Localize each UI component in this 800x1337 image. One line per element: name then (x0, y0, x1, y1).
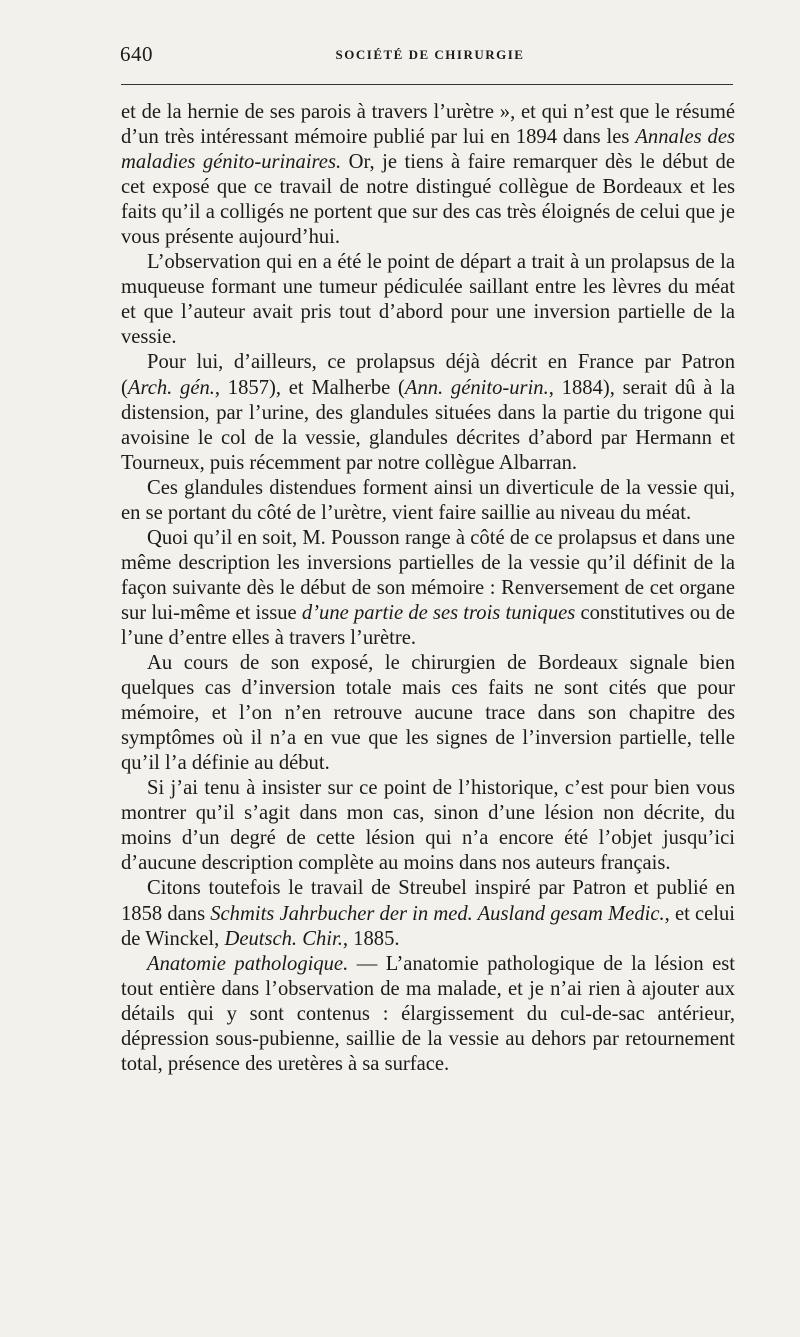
running-title: SOCIÉTÉ DE CHIRURGIE (335, 47, 525, 62)
text-segment: , et celui de Winckel, (121, 902, 735, 950)
paragraph (121, 526, 735, 651)
header-rule (121, 84, 733, 85)
page-number: 640 (120, 42, 153, 66)
italic-text-segment: Arch. gén. (127, 376, 215, 399)
text-segment: , 1857), et Malherbe ( (214, 376, 405, 399)
body-text (121, 100, 735, 1077)
italic-text-segment: Ann. génito-urin. (404, 376, 549, 399)
text-segment: constitutives ou de l’une d’entre elles à travers l’urètre. (121, 601, 735, 649)
text-segment: — L’anatomie pathologique de la lésion est tout entière dans l’observation de ma malade, et je n’ai rien à ajouter aux détails qui y sont contenus : élargissement du cul-de-sac antérieur, dépression sous-pubienne, saillie de la vessie au dehors par retournement total, présence des uretères à sa surface. (121, 952, 735, 1075)
italic-text-segment: Annales des maladies génito-urinaires. (121, 126, 736, 174)
text-segment: Or, je tiens à faire remarquer dès le début de cet exposé que ce travail de notre distingué collègue de Bordeaux et les faits qu’il a colligés ne portent que sur des cas très éloignés de celui que je vous présente aujourd’hui. (121, 151, 735, 249)
paragraph (121, 100, 735, 250)
text-segment: Au cours de son exposé, le chirurgien de Bordeaux signale bien quelques cas d’inversion totale mais ces faits ne sont cités que pour mémoire, et l’on n’en retrouve aucune trace dans son chapitre des symptômes où il n’a en vue que les signes de l’inversion partielle, telle qu’il l’a définie au début. (121, 652, 735, 775)
text-segment: Citons toutefois le travail de Streubel inspiré par Patron et publié en 1858 dans (121, 877, 735, 925)
paragraph (121, 876, 735, 951)
italic-text-segment: Anatomie pathologique. (147, 952, 349, 975)
paragraph (121, 350, 735, 475)
paragraph (121, 952, 735, 1077)
paragraph (121, 476, 735, 526)
italic-text-segment: d’une partie de ses trois tuniques (301, 601, 576, 624)
text-segment: Ces glandules distendues forment ainsi un diverticule de la vessie qui, en se portant du côté de l’urètre, vient faire saillie au niveau du méat. (121, 476, 735, 524)
text-segment: et de la hernie de ses parois à travers l’urètre », et qui n’est que le résumé d’un très intéressant mémoire publié par lui en 1894 dans les (121, 101, 735, 149)
paragraph (121, 651, 735, 776)
text-segment: , 1884), serait dû à la distension, par l’urine, des glandules situées dans la partie du trigone qui avoisine le col de la vessie, glandules décrites d’abord par Hermann et Tourneux, puis récemment par notre collègue Albarran. (121, 376, 736, 474)
text-segment: Pour lui, d’ailleurs, ce prolapsus déjà décrit en France par Patron ( (121, 351, 735, 399)
page-header (120, 42, 740, 72)
italic-text-segment: Schmits Jahrbucher der in med. Ausland gesam Medic. (210, 902, 665, 925)
text-segment: L’observation qui en a été le point de départ a trait à un prolapsus de la muqueuse formant une tumeur pédiculée saillant entre les lèvres du méat et que l’auteur avait pris tout d’abord pour une inversion partielle de la vessie. (121, 251, 735, 349)
text-segment: Quoi qu’il en soit, M. Pousson range à côté de ce prolapsus et dans une même description les inversions partielles de la vessie qu’il définit de la façon suivante dès le début de son mémoire : Renversement de cet organe sur lui-même et issue (121, 526, 735, 624)
paragraph (121, 250, 735, 350)
paragraph (121, 776, 735, 876)
text-segment: , 1885. (342, 927, 400, 950)
italic-text-segment: Deutsch. Chir. (224, 927, 343, 950)
text-segment: Si j’ai tenu à insister sur ce point de l’historique, c’est pour bien vous montrer qu’il s’agit dans mon cas, sinon d’une lésion non décrite, du moins d’un degré de cette lésion qui n’a encore été l’objet jusqu’ici d’aucune description complète au moins dans nos auteurs français. (121, 777, 735, 875)
